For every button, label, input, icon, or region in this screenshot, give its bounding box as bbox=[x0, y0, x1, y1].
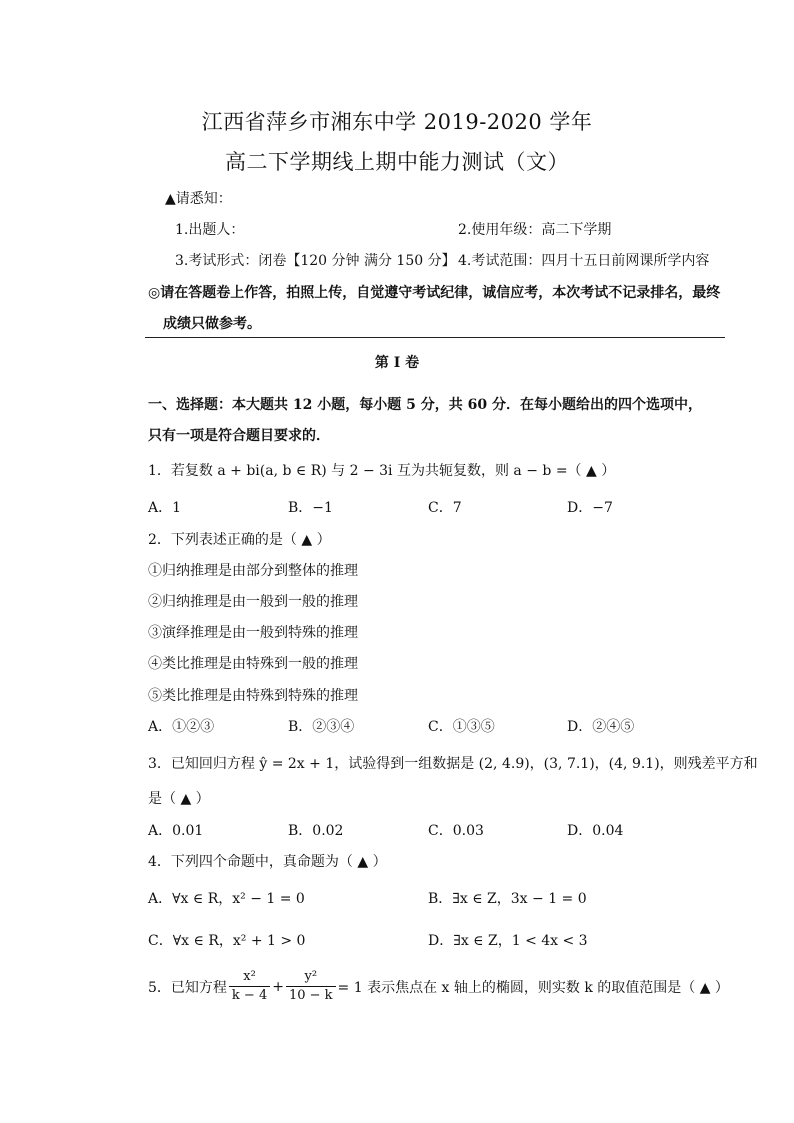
section1-heading-line2: 只有一项是符合题目要求的． bbox=[148, 428, 330, 444]
q2-stem: 2．下列表述正确的是（ ▲ ） bbox=[148, 532, 331, 548]
q5-suffix: = 1 表示焦点在 x 轴上的椭圆，则实数 k 的取值范围是（ ▲ ） bbox=[337, 979, 729, 996]
q4-option-c: C．∀x ∈ R，x² + 1 > 0 bbox=[148, 933, 306, 949]
q2-statement-3: ③演绎推理是由一般到特殊的推理 bbox=[148, 625, 358, 641]
q2-option-a: A．①②③ bbox=[148, 719, 215, 735]
q3-option-a: A．0.01 bbox=[148, 823, 204, 839]
q1-stem: 1．若复数 a + bi(a, b ∈ R) 与 2 − 3i 互为共轭复数，则 a − b =（ ▲ ） bbox=[148, 463, 616, 479]
q2-option-b: B．②③④ bbox=[288, 719, 355, 735]
q1-option-a: A．1 bbox=[148, 500, 182, 516]
q3-option-c: C．0.03 bbox=[428, 823, 484, 839]
notice-item-format: 3.考试形式：闭卷【120 分钟 满分 150 分】 bbox=[175, 253, 456, 269]
q4-option-a: A．∀x ∈ R，x² − 1 = 0 bbox=[148, 891, 305, 907]
notice-item-grade: 2.使用年级：高二下学期 bbox=[458, 222, 612, 238]
q2-option-d: D．②④⑤ bbox=[567, 719, 635, 735]
q3-stem-line1: 3．已知回归方程 ŷ = 2x + 1，试验得到一组数据是 (2, 4.9)，(3, 7.1)，(4, 9.1)，则残差平方和 bbox=[148, 756, 758, 772]
notice-warning-line2: 成绩只做参考。 bbox=[163, 316, 261, 332]
section1-heading-line1: 一、选择题：本大题共 12 小题，每小题 5 分，共 60 分．在每小题给出的四个选项中， bbox=[148, 397, 702, 413]
q2-statement-1: ①归纳推理是由部分到整体的推理 bbox=[148, 563, 358, 579]
q5-fraction-y bbox=[286, 968, 336, 1005]
q5-plus: + bbox=[272, 978, 284, 995]
q4-option-d: D．∃x ∈ Z，1 < 4x < 3 bbox=[428, 933, 588, 949]
notice-item-author: 1.出题人： bbox=[175, 222, 245, 238]
q5-frac2-denominator: 10 − k bbox=[288, 988, 333, 1003]
q5-frac2-numerator: y² bbox=[286, 968, 336, 987]
q5-stem bbox=[148, 968, 729, 1005]
q5-prefix: 5．已知方程 bbox=[148, 979, 227, 996]
q2-statement-2: ②归纳推理是由一般到一般的推理 bbox=[148, 594, 358, 610]
q2-statement-5: ⑤类比推理是由特殊到特殊的推理 bbox=[148, 688, 358, 704]
q3-option-d: D．0.04 bbox=[567, 823, 624, 839]
q2-statement-4: ④类比推理是由特殊到一般的推理 bbox=[148, 656, 358, 672]
divider bbox=[145, 337, 725, 338]
q5-frac1-denominator: k − 4 bbox=[231, 988, 268, 1003]
volume-label: 第 I 卷 bbox=[374, 355, 420, 371]
q4-option-b: B．∃x ∈ Z，3x − 1 = 0 bbox=[428, 891, 587, 907]
q1-option-d: D．−7 bbox=[567, 500, 613, 516]
q1-option-b: B．−1 bbox=[288, 500, 333, 516]
q2-option-c: C．①③⑤ bbox=[428, 719, 495, 735]
q3-stem-line2: 是（ ▲ ） bbox=[148, 791, 210, 807]
exam-title-line1: 江西省萍乡市湘东中学 2019-2020 学年 bbox=[201, 110, 593, 134]
q5-fraction-x bbox=[229, 968, 270, 1005]
exam-title-line2: 高二下学期线上期中能力测试（文） bbox=[225, 150, 569, 174]
q4-stem: 4．下列四个命题中，真命题为（ ▲ ） bbox=[148, 854, 387, 870]
notice-warning-line1: ◎请在答题卷上作答，拍照上传，自觉遵守考试纪律，诚信应考，本次考试不记录排名，最终 bbox=[148, 285, 721, 301]
notice-heading: ▲请悉知： bbox=[165, 191, 232, 207]
q5-frac1-numerator: x² bbox=[229, 968, 270, 987]
q1-option-c: C．7 bbox=[428, 500, 462, 516]
q3-option-b: B．0.02 bbox=[288, 823, 344, 839]
notice-item-scope: 4.考试范围：四月十五日前网课所学内容 bbox=[458, 253, 710, 269]
